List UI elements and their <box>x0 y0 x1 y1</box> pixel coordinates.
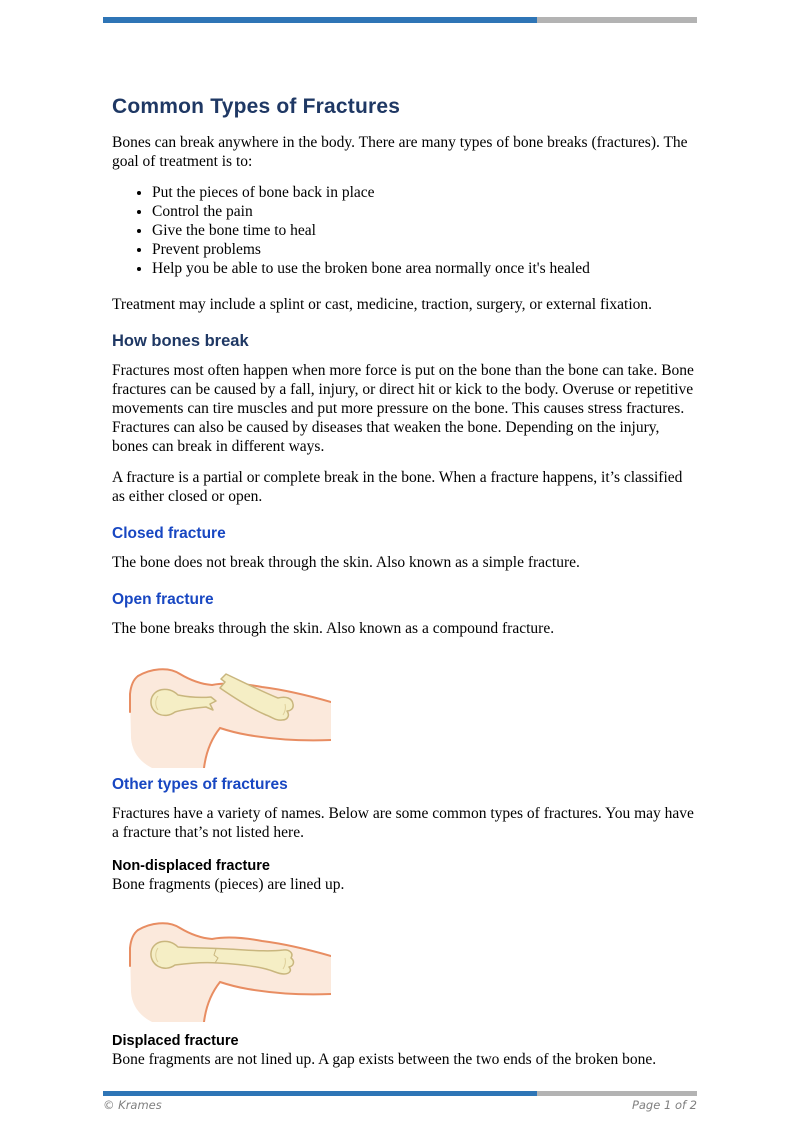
footer-page-number: Page 1 of 2 <box>631 1098 697 1112</box>
section-heading-other-types: Other types of fractures <box>112 776 288 793</box>
page-title: Common Types of Fractures <box>112 95 401 118</box>
treatment-goals-list <box>112 183 697 278</box>
header-rule-blue-segment <box>103 17 537 23</box>
list-item: • Control the pain <box>152 202 697 221</box>
non-displaced-paragraph: Bone fragments (pieces) are lined up. <box>112 876 345 893</box>
broken-arm-bone-image <box>128 668 331 768</box>
header-rule <box>103 17 697 23</box>
intro-paragraph: Bones can break anywhere in the body. There are many types of bone breaks (fractures). The goal of treatment is to: <box>112 134 688 170</box>
document-content <box>112 95 697 1081</box>
list-item: • Prevent problems <box>152 240 697 259</box>
section-heading-open-fracture: Open fracture <box>112 591 214 608</box>
sub-heading-displaced: Displaced fracture <box>112 1033 239 1049</box>
list-item: • Give the bone time to heal <box>152 221 697 240</box>
arm-displaced-fracture-illustration <box>128 668 331 768</box>
other-types-paragraph: Fractures have a variety of names. Below are some common types of fractures. You may have a fracture that’s not listed here. <box>112 805 694 841</box>
treatment-paragraph: Treatment may include a splint or cast, medicine, traction, surgery, or external fixation. <box>112 296 653 313</box>
how-bones-break-paragraph-2: A fracture is a partial or complete break in the bone. When a fracture happens, it’s classified as either closed or open. <box>112 469 683 505</box>
how-bones-break-paragraph-1: Fractures most often happen when more force is put on the bone than the bone can take. Bone fractures can be caused by a fall, injury, or direct hit or kick to the body. Overuse or repetitive movements can tire muscles and put more pressure on the bone. This causes stress fractures. Fractures can also be caused by diseases that weaken the bone. Depending on the injury, bones can break in different ways. <box>112 362 694 455</box>
cracked-arm-bone-image <box>128 922 331 1022</box>
footer-rule <box>103 1091 697 1096</box>
footer-rule-blue-segment <box>103 1091 537 1096</box>
header-rule-gray-segment <box>537 17 697 23</box>
open-fracture-paragraph: The bone breaks through the skin. Also known as a compound fracture. <box>112 620 555 637</box>
closed-fracture-paragraph: The bone does not break through the skin. Also known as a simple fracture. <box>112 554 580 571</box>
footer-copyright: © Krames <box>103 1098 162 1112</box>
section-heading-how-bones-break: How bones break <box>112 332 249 350</box>
displaced-paragraph: Bone fragments are not lined up. A gap exists between the two ends of the broken bone. <box>112 1051 657 1068</box>
arm-non-displaced-fracture-illustration <box>128 922 331 1022</box>
footer-rule-gray-segment <box>537 1091 697 1096</box>
section-heading-closed-fracture: Closed fracture <box>112 525 226 542</box>
list-item: • Put the pieces of bone back in place <box>152 183 697 202</box>
list-item: • Help you be able to use the broken bone area normally once it's healed <box>152 259 697 278</box>
sub-heading-non-displaced: Non-displaced fracture <box>112 858 270 874</box>
page-footer <box>103 1098 697 1112</box>
